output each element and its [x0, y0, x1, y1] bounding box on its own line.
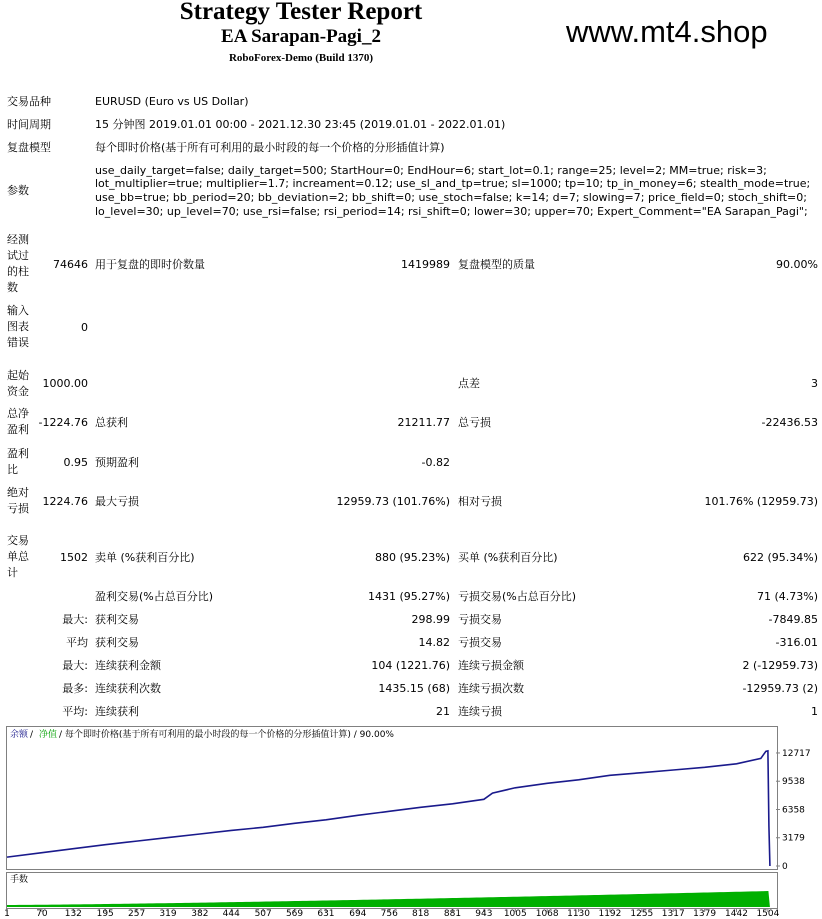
quality-value: 90.00%: [776, 258, 818, 271]
deposit-value: 1000.00: [42, 377, 88, 390]
spread-label: 点差: [458, 377, 480, 390]
short-trades-value: 880 (95.23%): [374, 551, 450, 564]
total-trades-value: 1502: [60, 551, 88, 564]
profit-factor-value: 0.95: [63, 456, 88, 469]
avg-cons-loss-value: 1: [811, 705, 818, 718]
gross-loss-value: -22436.53: [761, 416, 818, 429]
y-tick-label: 12717: [782, 748, 811, 759]
server-build: RoboForex-Demo (Build 1370): [228, 52, 373, 64]
long-trades-value: 622 (95.34%): [742, 551, 818, 564]
x-tick-label: 631: [317, 909, 335, 919]
x-tick-label: 1379: [693, 909, 717, 919]
avg-cons-win-value: 21: [436, 705, 450, 718]
y-tick-label: 0: [782, 862, 788, 872]
largest-loss-value: -7849.85: [768, 613, 818, 626]
avg-loss-value: -316.01: [775, 636, 818, 649]
win-trades-value: 1431 (95.27%): [367, 590, 450, 603]
x-tick-label: 195: [96, 909, 114, 919]
x-tick-label: 1504: [756, 909, 780, 919]
model-label: 复盘模型: [7, 141, 51, 154]
x-tick-label: 756: [380, 909, 398, 919]
avg-cons-win-label: 连续获利: [95, 705, 139, 718]
y-tick-label: 6358: [782, 805, 805, 816]
profit-factor-label: 盈利比: [7, 447, 29, 476]
legend-balance: 余额: [10, 730, 29, 740]
params-line: lo_level=30; up_level=70; use_rsi=false; rsi_period=14; rsi_shift=0; lower=30; upper=70; Expert_Comment="EA Sarapan_Pagi";: [95, 205, 808, 218]
payoff-value: -0.82: [421, 456, 450, 469]
x-tick-label: 881: [443, 909, 462, 919]
model-value: 每个即时价格(基于所有可利用的最小时段的每一个价格的分形插值计算): [95, 141, 445, 154]
avg-cons-prefix: 平均:: [62, 705, 88, 718]
avg-win-label: 获利交易: [95, 636, 139, 649]
watermark-site: www.mt4.shop: [566, 14, 768, 49]
legend-model: / 每个即时价格(基于所有可利用的最小时段的每一个价格的分形插值计算) / 90.00%: [59, 730, 394, 740]
loss-trades-label: 亏损交易(%占总百分比): [458, 590, 577, 603]
max-cons-count-loss-value: -12959.73 (2): [742, 682, 818, 695]
max-cons-win-label: 连续获利金额: [95, 659, 161, 672]
net-value: -1224.76: [38, 416, 88, 429]
largest-loss-label: 亏损交易: [458, 613, 502, 626]
params-line: use_daily_target=false; daily_target=500; StartHour=0; EndHour=6; start_lot=0.1; range=25; level=2; MM=true; risk=3;: [95, 164, 767, 177]
period-label: 时间周期: [7, 118, 51, 131]
legend-equity: 净值: [39, 730, 58, 740]
ticks-value: 1419989: [401, 258, 450, 271]
gross-profit-label: 总获利: [95, 416, 128, 429]
x-tick-label: 1068: [535, 909, 559, 919]
plot-area: [7, 727, 778, 870]
max-drawdown-label: 最大亏损: [95, 495, 139, 508]
x-tick-label: 257: [128, 909, 146, 919]
max-cons-loss-label: 连续亏损金额: [458, 659, 524, 672]
max-cons-prefix: 最大:: [62, 659, 88, 672]
x-tick-label: 507: [254, 909, 272, 919]
y-tick-label: 3179: [782, 833, 805, 844]
quality-label: 复盘模型的质量: [458, 258, 535, 271]
x-tick-label: 943: [475, 909, 493, 919]
report-title: Strategy Tester Report: [179, 0, 423, 25]
rel-drawdown-label: 相对亏损: [458, 495, 502, 508]
x-tick-label: 1317: [661, 909, 685, 919]
avg-cons-loss-label: 连续亏损: [458, 705, 502, 718]
max-cons-win-value: 104 (1221.76): [371, 659, 450, 672]
x-tick-label: 1005: [503, 909, 527, 919]
abs-drawdown-label: 绝对亏损: [7, 486, 29, 515]
max-cons-count-prefix: 最多:: [62, 682, 88, 695]
symbol-value: EURUSD (Euro vs US Dollar): [95, 95, 249, 108]
params-line: use_bb=true; bb_period=20; bb_deviation=2; bb_shift=0; use_stoch=false; k=14; d=7; slowing=7; price_field=0; stoch_shift=0;: [95, 191, 807, 204]
bars-label: 经测试过的柱数: [7, 233, 29, 294]
x-tick-label: 132: [64, 909, 82, 919]
x-tick-label: 569: [285, 909, 304, 919]
expert-name: EA Sarapan-Pagi_2: [221, 26, 381, 47]
max-cons-loss-value: 2 (-12959.73): [742, 659, 818, 672]
spread-value: 3: [811, 377, 818, 390]
win-trades-label: 盈利交易(%占总百分比): [95, 590, 214, 603]
total-trades-label: 交易单总计: [7, 534, 29, 579]
largest-prefix: 最大:: [62, 613, 88, 626]
y-axis: [776, 749, 811, 872]
x-tick-label: 70: [36, 909, 48, 919]
abs-drawdown-value: 1224.76: [42, 495, 88, 508]
largest-win-value: 298.99: [411, 613, 450, 626]
payoff-label: 预期盈利: [95, 456, 139, 469]
avg-win-value: 14.82: [418, 636, 450, 649]
x-tick-label: 444: [222, 909, 240, 919]
bars-value: 74646: [53, 258, 88, 271]
x-axis: [4, 909, 779, 919]
max-cons-count-win-value: 1435.15 (68): [378, 682, 450, 695]
x-tick-label: 1192: [598, 909, 622, 919]
largest-win-label: 获利交易: [95, 613, 139, 626]
x-tick-label: 1: [4, 909, 10, 919]
lots-label: 手数: [10, 875, 29, 885]
x-tick-label: 818: [412, 909, 430, 919]
rel-drawdown-value: 101.76% (12959.73): [704, 495, 818, 508]
x-tick-label: 1130: [567, 909, 591, 919]
deposit-label: 起始资金: [7, 369, 29, 398]
max-cons-count-loss-label: 连续亏损次数: [458, 682, 524, 695]
x-tick-label: 1442: [725, 909, 748, 919]
x-tick-label: 1255: [630, 909, 654, 919]
average-prefix: 平均: [66, 636, 88, 649]
params-line: lot_multiplier=true; multiplier=1.7; increament=0.12; use_sl_and_tp=true; sl=1000; tp=10; tp_in_money=6; stealth_mode=true;: [95, 177, 811, 190]
x-tick-label: 319: [159, 909, 177, 919]
y-tick-label: 9538: [782, 777, 805, 788]
ticks-label: 用于复盘的即时价数量: [95, 258, 205, 271]
errors-label: 输入图表错误: [7, 304, 29, 349]
symbol-label: 交易品种: [7, 95, 51, 108]
params-label: 参数: [7, 184, 29, 197]
gross-loss-label: 总亏损: [458, 416, 491, 429]
period-value: 15 分钟图 2019.01.01 00:00 - 2021.12.30 23:45 (2019.01.01 - 2022.01.01): [95, 118, 506, 131]
short-trades-label: 卖单 (%获利百分比): [95, 551, 195, 564]
x-tick-label: 382: [191, 909, 209, 919]
legend-separator: /: [30, 730, 34, 740]
balance-chart: [4, 726, 818, 919]
gross-profit-value: 21211.77: [397, 416, 450, 429]
net-label: 总净盈利: [7, 407, 29, 436]
avg-loss-label: 亏损交易: [458, 636, 502, 649]
max-cons-count-win-label: 连续获利次数: [95, 682, 161, 695]
max-drawdown-value: 12959.73 (101.76%): [336, 495, 450, 508]
x-tick-label: 694: [349, 909, 367, 919]
long-trades-label: 买单 (%获利百分比): [458, 551, 558, 564]
errors-value: 0: [81, 321, 88, 334]
loss-trades-value: 71 (4.73%): [756, 590, 818, 603]
